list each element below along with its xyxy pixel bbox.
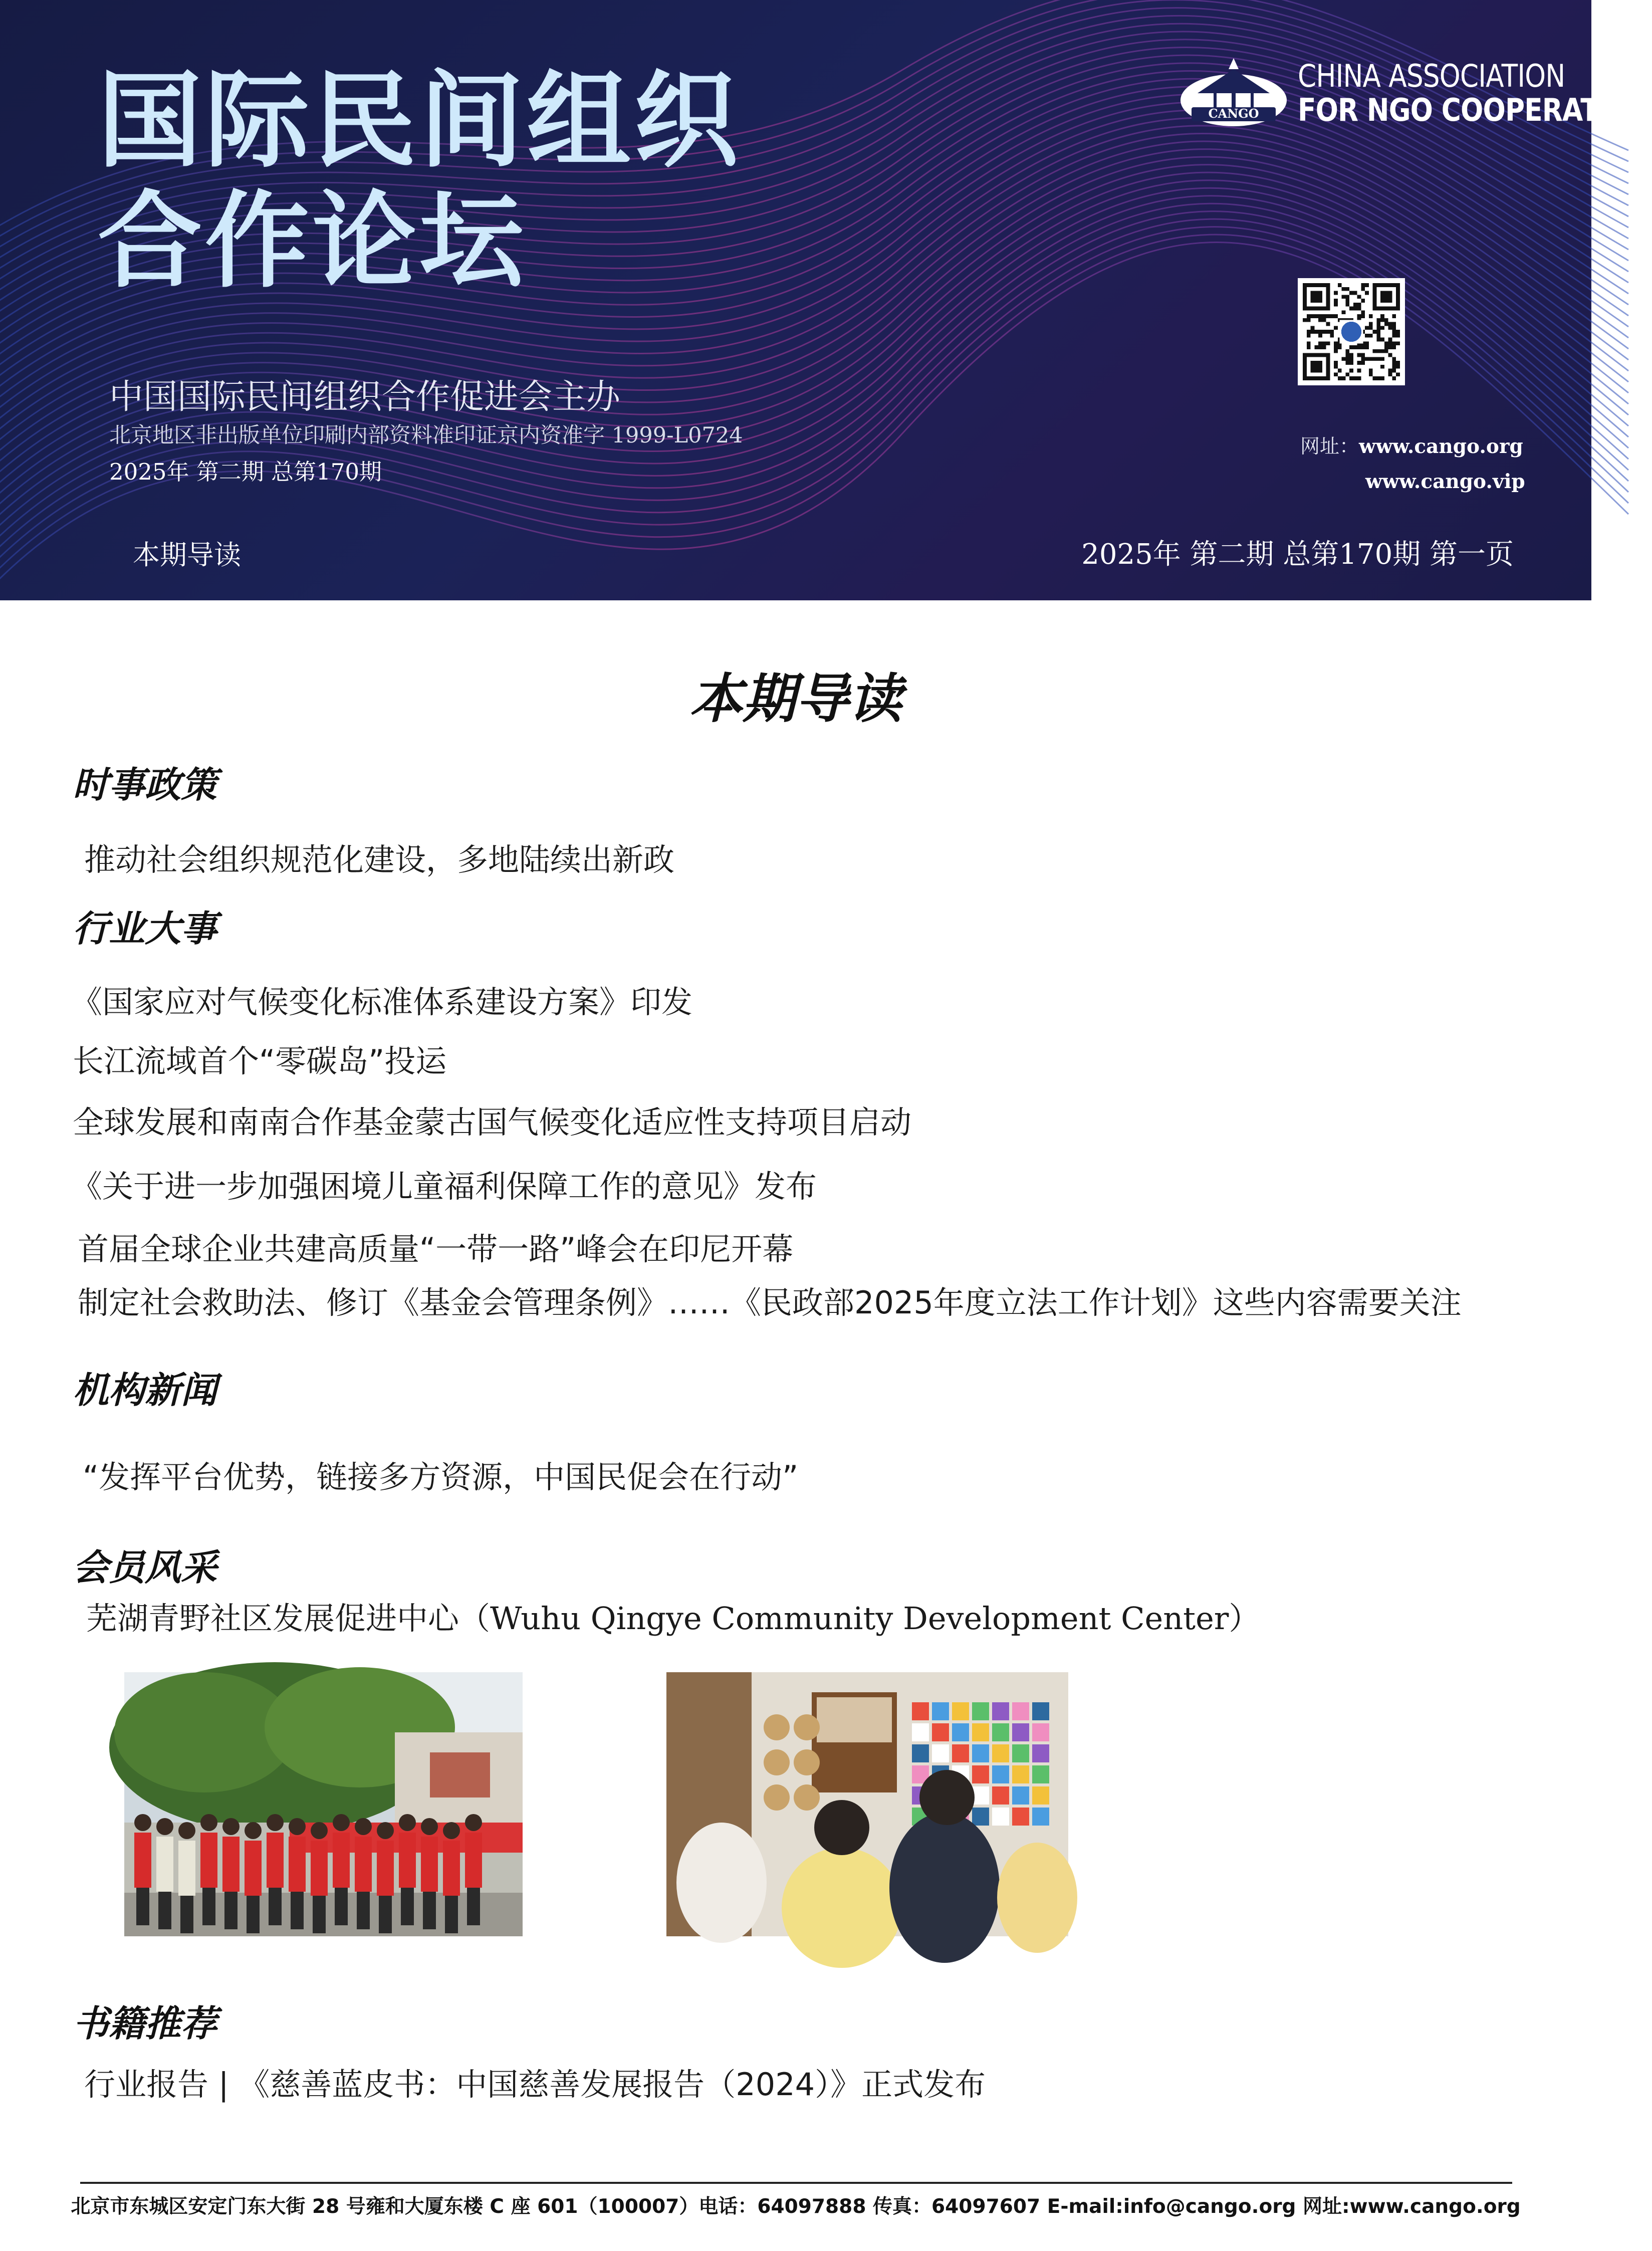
section-title-org-news: 机构新闻 — [73, 1369, 217, 1411]
association-line-2: FOR NGO COOPERATION — [1298, 92, 1652, 128]
page-title: 本期导读 — [689, 668, 902, 730]
list-item[interactable]: 《关于进一步加强困境儿童福利保障工作的意见》发布 — [71, 1168, 817, 1205]
association-line-1: CHINA ASSOCIATION — [1298, 58, 1565, 94]
list-item[interactable]: 制定社会救助法、修订《基金会管理条例》……《民政部2025年度立法工作计划》这些内容需要关注 — [78, 1284, 1462, 1321]
section-bar-label: 本期导读 — [133, 539, 241, 571]
host-organization: 中国国际民间组织合作促进会主办 — [109, 377, 621, 417]
website-link-1[interactable]: www.cango.org — [1359, 435, 1523, 458]
website-link-2[interactable]: www.cango.vip — [1365, 470, 1525, 493]
website-line-1 — [1300, 431, 1523, 459]
footer-divider — [80, 2182, 1512, 2184]
list-item[interactable]: 长江流域首个“零碳岛”投运 — [73, 1043, 447, 1079]
list-item[interactable]: 《国家应对气候变化标准体系建设方案》印发 — [71, 984, 693, 1020]
section-title-member: 会员风采 — [73, 1546, 217, 1589]
issue-number: 2025年 第二期 总第170期 — [109, 459, 382, 485]
logo-lettering: CANGO — [1208, 106, 1259, 121]
website-label: 网址： — [1300, 435, 1359, 458]
footer-contact: 北京市东城区安定门东大街 28 号雍和大厦东楼 C 座 601（100007）电话：64097888 传真：64097607 E-mail:info@cango.org 网址:www.cango.org — [71, 2195, 1521, 2218]
list-item[interactable]: 首届全球企业共建高质量“一带一路”峰会在印尼开幕 — [78, 1231, 794, 1267]
list-item[interactable]: 推动社会组织规范化建设，多地陆续出新政 — [84, 841, 675, 878]
list-item[interactable]: 芜湖青野社区发展促进中心（Wuhu Qingye Community Development Center） — [86, 1600, 1260, 1637]
list-item[interactable]: “发挥平台优势，链接多方资源，中国民促会在行动” — [83, 1459, 799, 1495]
title-line-2: 合作论坛 — [98, 181, 527, 302]
section-title-books: 书籍推荐 — [73, 2002, 217, 2045]
license-number: 北京地区非出版单位印刷内部资料准印证京内资准字 1999-L0724 — [109, 423, 743, 448]
list-item[interactable]: 全球发展和南南合作基金蒙古国气候变化适应性支持项目启动 — [73, 1104, 912, 1141]
page-indicator: 2025年 第二期 总第170期 第一页 — [1081, 538, 1514, 571]
title-line-1: 国际民间组织 — [98, 61, 741, 182]
section-title-industry: 行业大事 — [73, 908, 217, 950]
header-banner — [0, 0, 1652, 600]
member-photo-group — [124, 1672, 523, 1936]
association-name — [1298, 59, 1652, 127]
qr-code-icon — [1303, 283, 1400, 380]
qr-code — [1298, 278, 1405, 385]
member-photo-activity — [666, 1672, 1068, 1936]
section-title-policy: 时事政策 — [73, 764, 217, 806]
list-item[interactable]: 行业报告 | 《慈善蓝皮书：中国慈善发展报告（2024）》正式发布 — [84, 2066, 986, 2103]
